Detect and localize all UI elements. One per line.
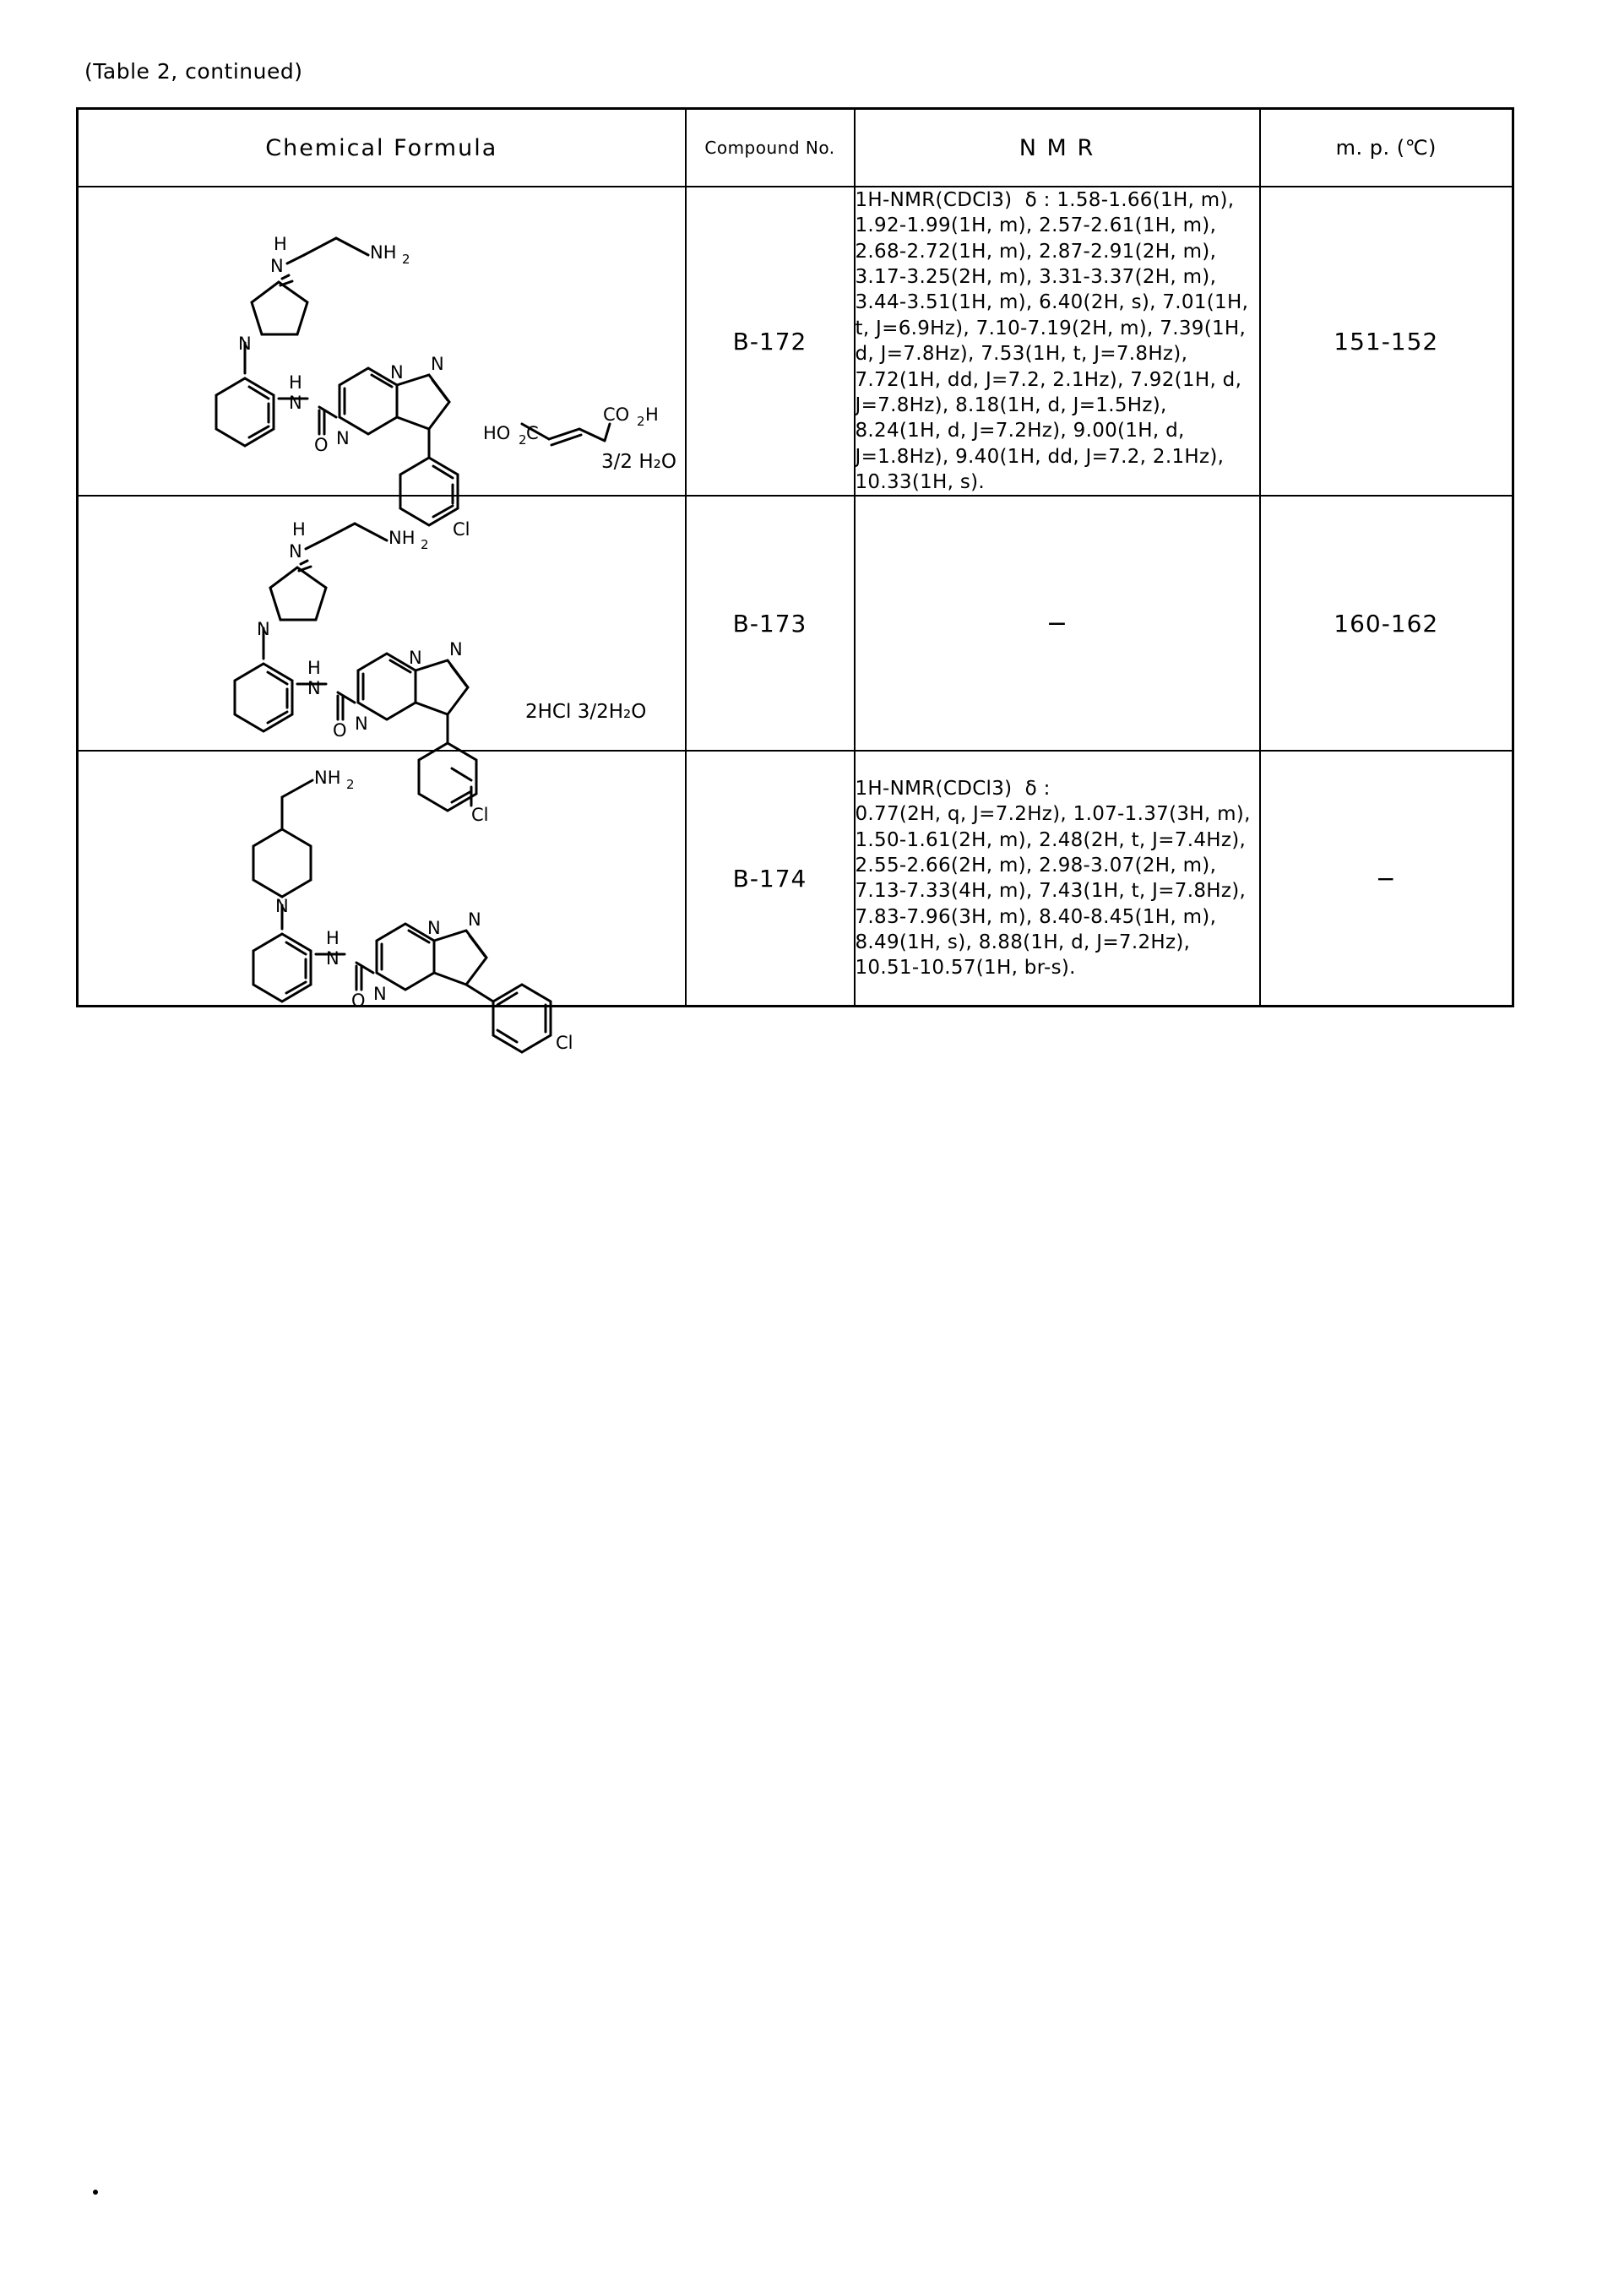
table-header-row — [78, 109, 1513, 187]
compound-no-b173: B-173 — [686, 496, 855, 751]
table-row — [78, 751, 1513, 1007]
atom-label-ring-n: N — [256, 619, 270, 640]
atom-label-nh2-sub: 2 — [420, 537, 429, 553]
atom-label-ring-n4: N — [430, 354, 444, 375]
table-row — [78, 496, 1513, 751]
compound-no-b174: B-174 — [686, 751, 855, 1007]
column-header-compound-no: Compound No. — [686, 109, 855, 187]
atom-label-h: H — [273, 234, 287, 255]
atom-label-cl: Cl — [470, 805, 489, 826]
melting-point-b174: − — [1260, 751, 1513, 1007]
atom-label-co2h-sub: 2 — [636, 414, 645, 430]
atom-label-amide-h: H — [288, 372, 302, 394]
atom-label-nh2: NH — [369, 242, 397, 263]
table-row — [78, 187, 1513, 496]
nmr-text-b174: 1H-NMR(CDCl3) δ : 0.77(2H, q, J=7.2Hz), 1.07-1.37(3H, m), 1.50-1.61(2H, m), 2.48(2H, t, J=7.4Hz), 2.55-2.66(2H, m), 2.98-3.07(2H, m), 7.13-7.33(4H, m), 7.43(1H, t, J=7.8Hz), 7.83-7.96(3H, m), 8.40-8.45(1H, m), 8.49(1H, s), 8.88(1H, d, J=7.2Hz), 10.51-10.57(1H, br-s). — [855, 751, 1260, 1007]
structure-drawing-b173 — [86, 497, 677, 826]
hydrate-label-b172: 3/2 H₂O — [600, 451, 676, 474]
compound-table — [76, 107, 1514, 1054]
atom-label-co2h-h: H — [644, 404, 659, 426]
atom-label-ho2c-c: C — [525, 423, 539, 444]
atom-label-ring-n3: N — [408, 648, 422, 669]
structure-cell-b174 — [78, 751, 686, 1054]
atom-label-n: N — [269, 256, 284, 277]
atom-label-ho2c-sub: 2 — [518, 432, 527, 448]
page-marker-dot — [93, 2190, 98, 2195]
structure-cell-b173 — [78, 496, 686, 826]
chemical-structure-b173 — [79, 497, 685, 826]
table-caption: (Table 2, continued) — [84, 59, 303, 84]
atom-label-ring-n: N — [237, 334, 252, 355]
atom-label-cl: Cl — [452, 519, 470, 540]
chemical-structure-b172 — [79, 198, 685, 540]
compound-no-b172: B-172 — [686, 187, 855, 496]
atom-label-amide-n: N — [325, 948, 340, 969]
atom-label-nh2-sub: 2 — [345, 777, 355, 793]
atom-label-ring-n3: N — [426, 918, 441, 939]
atom-label-o: O — [313, 435, 329, 456]
column-header-mp: m. p. (℃) — [1260, 109, 1513, 187]
column-header-formula: Chemical Formula — [78, 109, 686, 187]
atom-label-amide-n: N — [307, 678, 321, 699]
column-header-nmr: N M R — [855, 109, 1260, 187]
hydrate-label-b173: 2HCl 3/2H₂O — [524, 701, 647, 724]
nmr-text-b172: 1H-NMR(CDCl3) δ : 1.58-1.66(1H, m), 1.92-1.99(1H, m), 2.57-2.61(1H, m), 2.68-2.72(1H, m), 2.87-2.91(2H, m), 3.17-3.25(2H, m), 3.31-3.37(2H, m), 3.44-3.51(1H, m), 6.40(2H, s), 7.01(1H, t, J=6.9Hz), 7.10-7.19(2H, m), 7.39(1H, d, J=7.8Hz), 7.53(1H, t, J=7.8Hz), 7.72(1H, dd, J=7.2, 2.1Hz), 7.92(1H, d, J=7.8Hz), 8.18(1H, d, J=1.5Hz), 8.24(1H, d, J=7.2Hz), 9.00(1H, d, J=1.8Hz), 9.40(1H, dd, J=7.2, 2.1Hz), 10.33(1H, s). — [855, 187, 1260, 496]
atom-label-ring-n2: N — [372, 984, 387, 1005]
chemical-structure-b174 — [79, 752, 685, 1054]
atom-label-co2h: CO — [602, 404, 629, 426]
atom-label-ring-n2: N — [335, 428, 350, 449]
atom-label-amide-h: H — [325, 928, 340, 949]
atom-label-nh2-sub: 2 — [401, 252, 410, 268]
atom-label-amide-n: N — [288, 393, 302, 414]
atom-label-ring-n4: N — [448, 639, 463, 660]
atom-label-h: H — [291, 519, 306, 540]
melting-point-b172: 151-152 — [1260, 187, 1513, 496]
melting-point-b173: 160-162 — [1260, 496, 1513, 751]
atom-label-n: N — [288, 541, 302, 562]
atom-label-cl: Cl — [555, 1033, 573, 1054]
atom-label-ho2c: HO — [482, 423, 511, 444]
atom-label-o: O — [350, 991, 366, 1012]
atom-label-ring-n2: N — [354, 714, 368, 735]
atom-label-ring-n3: N — [389, 362, 404, 383]
structure-drawing-b172 — [86, 198, 677, 540]
atom-label-ring-n: N — [274, 896, 289, 917]
atom-label-nh2: NH — [313, 768, 341, 789]
atom-label-o: O — [332, 720, 347, 741]
structure-drawing-b174 — [86, 752, 677, 1054]
atom-label-amide-h: H — [307, 658, 321, 679]
atom-label-ring-n4: N — [467, 909, 481, 931]
atom-label-nh2: NH — [388, 528, 416, 549]
structure-cell-b172 — [78, 187, 686, 540]
nmr-text-b173: − — [855, 496, 1260, 751]
